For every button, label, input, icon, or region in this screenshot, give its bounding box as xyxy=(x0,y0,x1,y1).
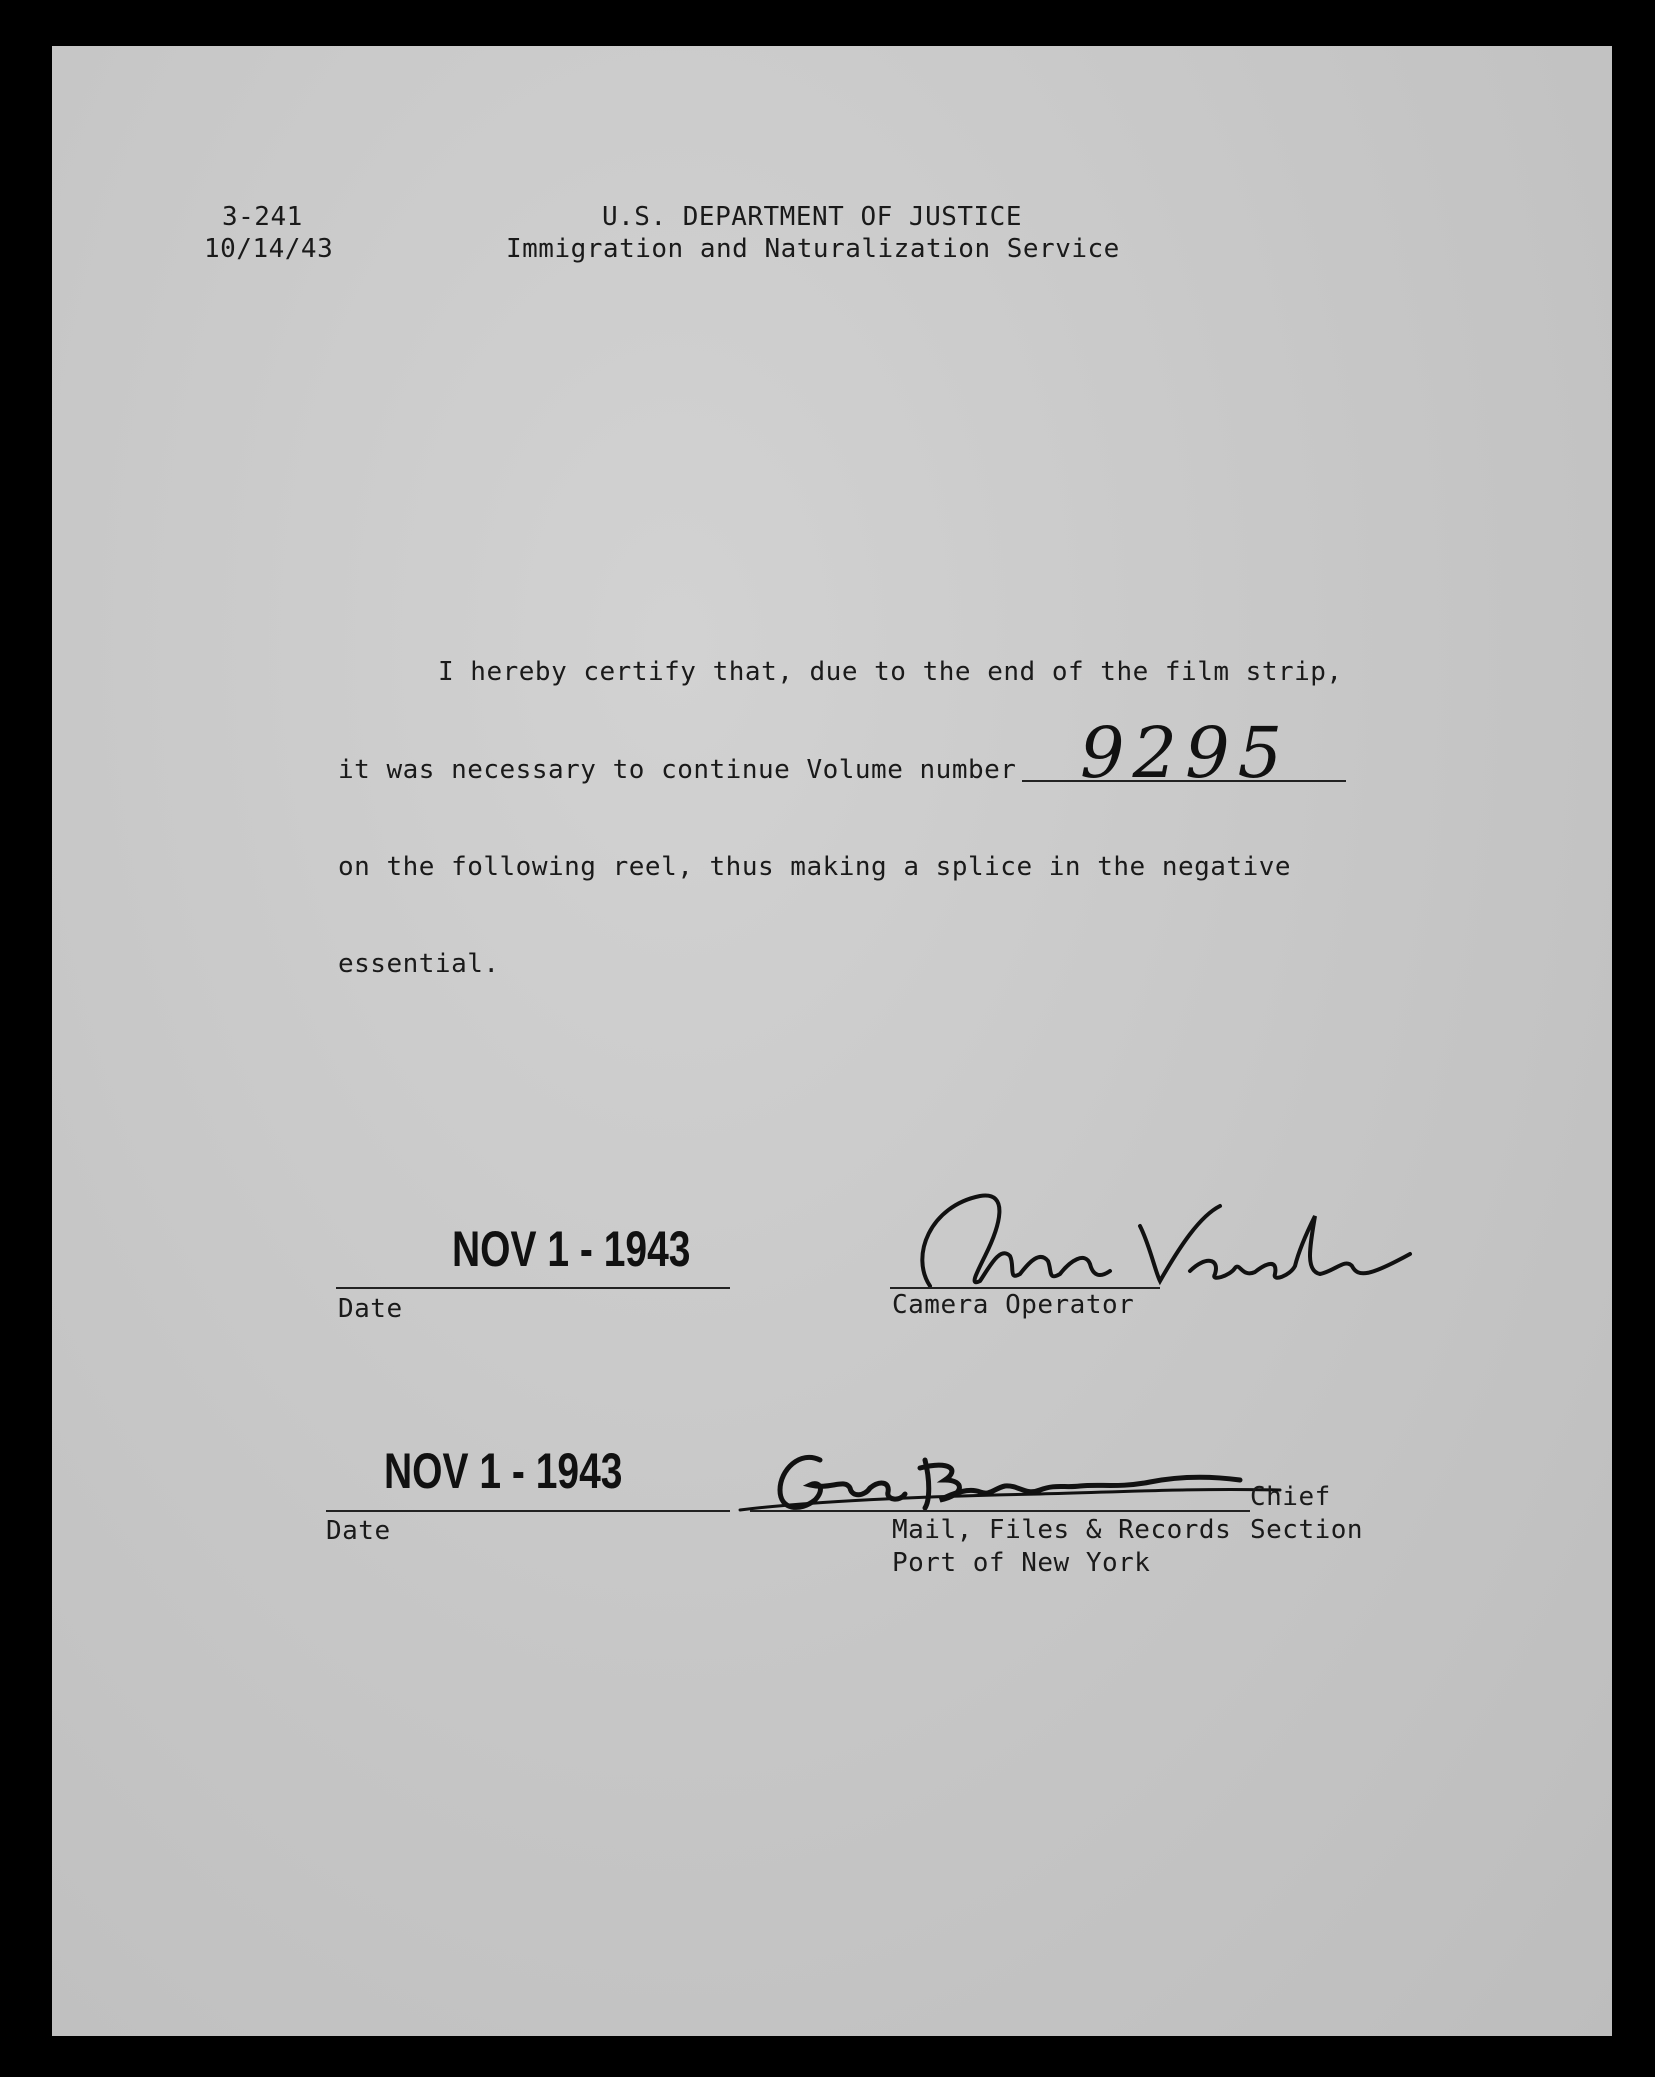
title-line-1: Mail, Files & Records xyxy=(892,1515,1232,1545)
certification-line-2: it was necessary to continue Volume number xyxy=(338,755,1017,785)
camera-operator-label: Camera Operator xyxy=(892,1290,1135,1320)
date-label-1: Date xyxy=(338,1294,403,1324)
certification-line-3: on the following reel, thus making a splice in the negative xyxy=(338,852,1292,882)
department-heading: U.S. DEPARTMENT OF JUSTICE xyxy=(602,202,1022,232)
form-code: 3-241 xyxy=(222,202,303,232)
chief-title: Chief xyxy=(1250,1482,1331,1512)
date-line-1 xyxy=(336,1287,730,1289)
date-stamp-2: NOV 1 - 1943 xyxy=(384,1443,623,1499)
document-page xyxy=(52,46,1612,2036)
section-title: Section xyxy=(1250,1515,1364,1545)
certification-line-1: I hereby certify that, due to the end of the film strip, xyxy=(438,657,1343,687)
volume-number-handwritten: 9295 xyxy=(1080,712,1291,794)
date-label-2: Date xyxy=(326,1516,391,1546)
date-stamp-1: NOV 1 - 1943 xyxy=(452,1221,691,1277)
certification-line-4: essential. xyxy=(338,949,500,979)
title-line-2: Port of New York xyxy=(892,1548,1151,1578)
camera-operator-signature xyxy=(890,1186,1430,1306)
date-line-2 xyxy=(326,1510,730,1512)
service-heading: Immigration and Naturalization Service xyxy=(506,234,1120,264)
form-date: 10/14/43 xyxy=(204,234,334,264)
